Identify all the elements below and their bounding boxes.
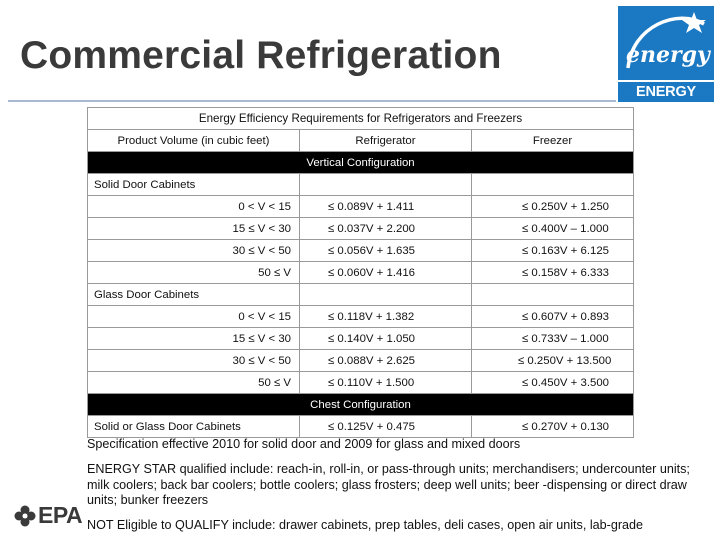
table-row <box>88 416 634 438</box>
refrigerator-cell: ≤ 0.118V + 1.382 <box>300 306 472 328</box>
table-row <box>88 196 634 218</box>
title-divider <box>8 100 616 102</box>
group-solid-or-glass-door: Solid or Glass Door Cabinets <box>88 416 300 438</box>
freezer-cell: ≤ 0.450V + 3.500 <box>472 372 634 394</box>
volume-cell: 0 < V < 15 <box>88 196 300 218</box>
table-caption-row <box>88 108 634 130</box>
energy-script-text: energy <box>626 42 710 68</box>
freezer-cell: ≤ 0.250V + 13.500 <box>472 350 634 372</box>
refrigerator-cell: ≤ 0.125V + 0.475 <box>300 416 472 438</box>
section-chest-configuration: Chest Configuration <box>88 394 634 416</box>
section-band-row <box>88 394 634 416</box>
freezer-cell: ≤ 0.733V – 1.000 <box>472 328 634 350</box>
volume-cell: 30 ≤ V < 50 <box>88 350 300 372</box>
epa-flower-icon <box>14 504 36 528</box>
section-band-row <box>88 152 634 174</box>
table-row <box>88 350 634 372</box>
note-not-eligible: NOT Eligible to QUALIFY include: drawer cabinets, prep tables, deli cases, open air units, lab-grade <box>87 518 644 533</box>
refrigerator-cell: ≤ 0.089V + 1.411 <box>300 196 472 218</box>
refrigerator-cell: ≤ 0.056V + 1.635 <box>300 240 472 262</box>
freezer-cell: ≤ 0.158V + 6.333 <box>472 262 634 284</box>
freezer-cell: ≤ 0.607V + 0.893 <box>472 306 634 328</box>
volume-cell: 50 ≤ V <box>88 372 300 394</box>
table-row <box>88 328 634 350</box>
note-qualified-units: ENERGY STAR qualified include: reach-in, roll-in, or pass-through units; merchandisers; undercounter units; milk coolers; back bar coolers; bottle coolers; glass frosters; deep well units; beer -dispensing or direct draw units; bunker freezers <box>87 461 690 508</box>
table-header-row <box>88 130 634 152</box>
table-row <box>88 262 634 284</box>
group-label-row <box>88 284 634 306</box>
refrigerator-cell: ≤ 0.110V + 1.500 <box>300 372 472 394</box>
group-label-row <box>88 174 634 196</box>
column-header-refrigerator: Refrigerator <box>300 130 472 152</box>
refrigerator-cell: ≤ 0.140V + 1.050 <box>300 328 472 350</box>
refrigerator-cell: ≤ 0.060V + 1.416 <box>300 262 472 284</box>
refrigerator-cell: ≤ 0.088V + 2.625 <box>300 350 472 372</box>
freezer-cell: ≤ 0.400V – 1.000 <box>472 218 634 240</box>
volume-cell: 15 ≤ V < 30 <box>88 328 300 350</box>
volume-cell: 15 ≤ V < 30 <box>88 218 300 240</box>
volume-cell: 50 ≤ V <box>88 262 300 284</box>
table-row <box>88 218 634 240</box>
table-row <box>88 372 634 394</box>
volume-cell: 30 ≤ V < 50 <box>88 240 300 262</box>
group-glass-door: Glass Door Cabinets <box>88 284 300 306</box>
page-title: Commercial Refrigeration <box>20 34 502 77</box>
volume-cell: 0 < V < 15 <box>88 306 300 328</box>
table-row <box>88 306 634 328</box>
note-effective-date: Specification effective 2010 for solid door and 2009 for glass and mixed doors <box>87 437 521 451</box>
refrigerator-cell: ≤ 0.037V + 2.200 <box>300 218 472 240</box>
freezer-cell: ≤ 0.163V + 6.125 <box>472 240 634 262</box>
section-vertical-configuration: Vertical Configuration <box>88 152 634 174</box>
notes <box>87 437 715 540</box>
freezer-cell: ≤ 0.250V + 1.250 <box>472 196 634 218</box>
energy-star-logo <box>618 6 714 120</box>
energy-star-label: ENERGY STAR <box>618 80 714 102</box>
requirements-table <box>87 107 634 438</box>
epa-logo <box>14 502 84 530</box>
table-row <box>88 240 634 262</box>
table-caption: Energy Efficiency Requirements for Refrigerators and Freezers <box>88 108 634 130</box>
column-header-volume: Product Volume (in cubic feet) <box>88 130 300 152</box>
column-header-freezer: Freezer <box>472 130 634 152</box>
epa-label: EPA <box>38 502 83 528</box>
group-solid-door: Solid Door Cabinets <box>88 174 300 196</box>
freezer-cell: ≤ 0.270V + 0.130 <box>472 416 634 438</box>
